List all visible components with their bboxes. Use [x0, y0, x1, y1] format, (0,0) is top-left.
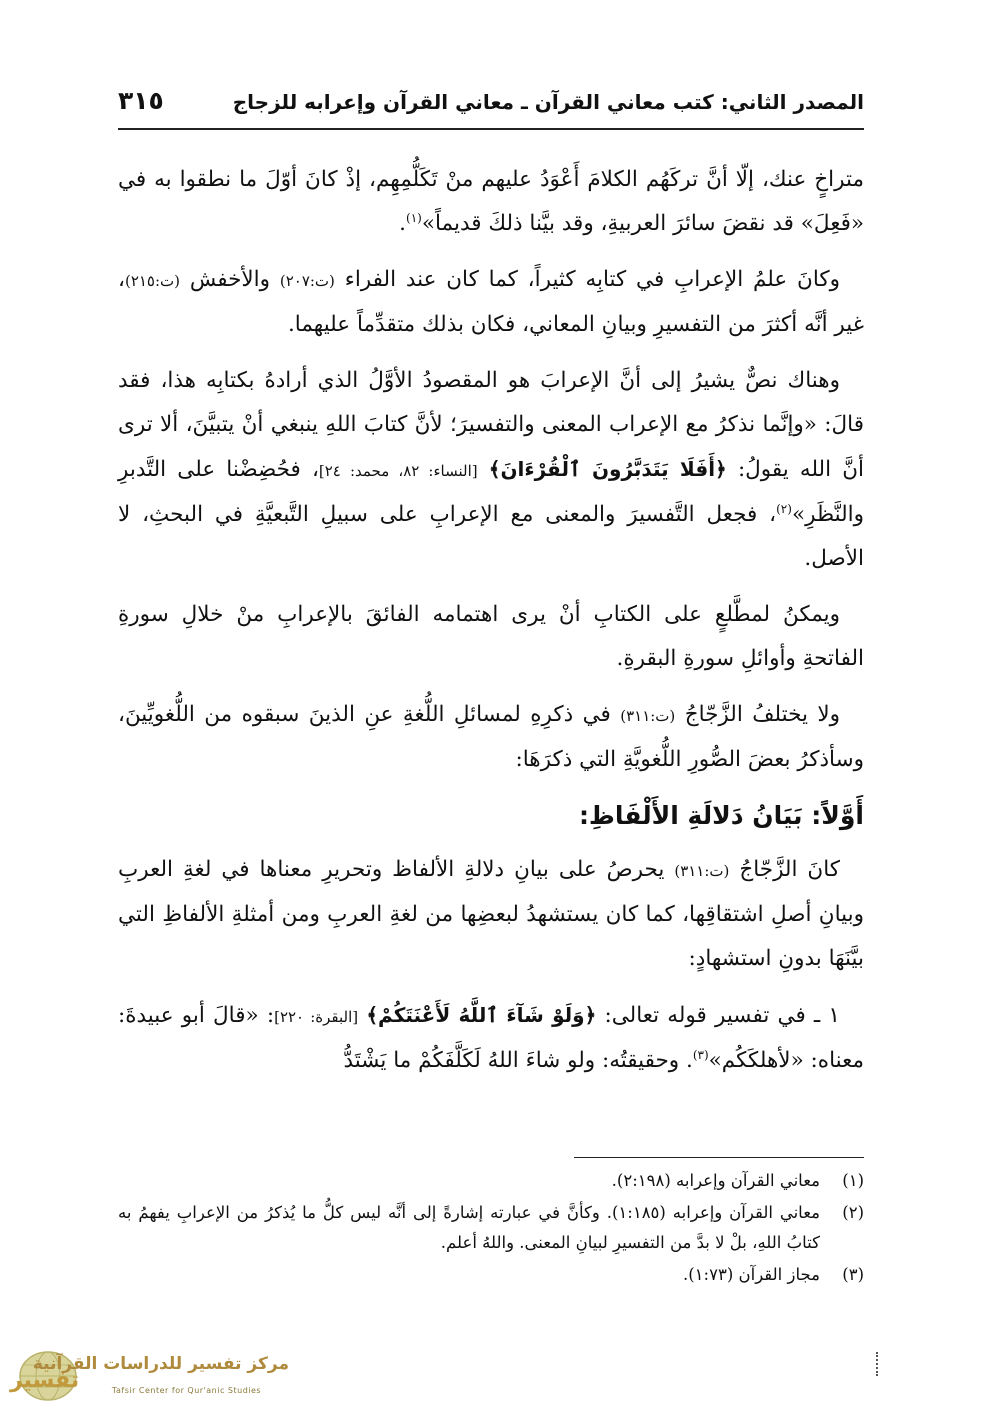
paragraph-3: وهناك نصٌّ يشيرُ إلى أنَّ الإعرابَ هو المقصودُ الأوَّلُ الذي أرادهُ بكتابِه هذا، فقد قالَ: «وإنَّما نذكرُ مع الإعراب المعنى والتفسيرَ؛ لأنَّ كتابَ اللهِ ينبغي أنْ يتبيَّنَ، ألا ترى أنَّ الله يقولُ: ﴿أَفَلَا يَتَدَبَّرُونَ ٱلْقُرْءَانَ﴾ [النساء: ٨٢، محمد: ٢٤]، فحُضِضْنا على التَّدبرِ والنَّظَرِ»$^{(٢)}$، فجعل التَّفسيرَ والمعنى مع الإعرابِ على سبيلِ التَّبعيَّةِ في البحثِ، لا الأصل.	[118, 368, 864, 571]
publisher-logo	[8, 1348, 298, 1408]
footnote-ref-1[interactable]: (١)	[406, 210, 422, 225]
footnote-number: (٣)	[842, 1265, 864, 1284]
paragraph-7: ١ ـ في تفسير قوله تعالى: ﴿وَلَوْ شَآءَ ٱللَّهُ لَأَعْنَتَكُمْ﴾ [البقرة: ٢٢٠]: «قالَ أبو عبيدةَ: معناه: «لأهلكَكُم»$^{(٣)}$. وحقيقتُه: ولو شاءَ اللهُ لَكَلَّفَكُمْ ما يَشْتَدُّ	[118, 1003, 864, 1073]
verse-reference: [النساء: ٨٢، محمد: ٢٤]	[318, 462, 478, 480]
section-heading: أَوَّلاً: بَيَانُ دَلالَةِ الأَلْفَاظِ:	[578, 801, 864, 830]
page-number: ٣١٥	[118, 86, 164, 115]
margin-mark	[876, 1352, 880, 1376]
paragraph-1: متراخٍ عنك، إلّا أنَّ تركَهُم الكلامَ أَعْوَدُ عليهم منْ تَكَلُّمِهِم، إذْ كانَ أوّلَ ما نطقوا به في «فَعِلَ» قد نقضَ سائرَ العربيةِ، وقد بيَّنا ذلكَ قديماً»$^{(١)}$.	[118, 167, 864, 236]
footnotes	[118, 1166, 864, 1292]
footnote-number: (٢)	[842, 1203, 864, 1222]
paragraph-5: ولا يختلفُ الزَّجّاجُ (ت:٣١١) في ذكرِهِ لمسائلِ اللُّغةِ عنِ الذينَ سبقوه من اللُّغويِّينَ، وسأذكرُ بعضَ الصُّورِ اللُّغويَّةِ التي ذكرَهَا:	[118, 702, 864, 772]
date-note: (ت:٢٠٧)	[279, 272, 335, 290]
quran-verse: ﴿وَلَوْ شَآءَ ٱللَّهُ لَأَعْنَتَكُمْ﴾	[366, 1003, 597, 1027]
verse-reference: [البقرة: ٢٢٠]	[274, 1008, 359, 1026]
paragraph-2: وكانَ علمُ الإعرابِ في كتابِه كثيراً، كما كان عند الفراء (ت:٢٠٧) والأخفش (ت:٢١٥)، غير أنَّه أكثرَ من التفسيرِ وبيانِ المعاني، فكان بذلك متقدِّماً عليهما.	[118, 267, 864, 337]
body-text	[118, 158, 864, 1095]
logo-word: تفسير	[10, 1368, 80, 1393]
footnote-ref-3[interactable]: (٣)	[692, 1047, 709, 1062]
running-header	[118, 84, 864, 130]
date-note: (ت:٣١١)	[620, 707, 676, 725]
footnote-text: معاني القرآن وإعرابه (١:١٨٥). وكأنَّ في عبارته إشارةً إلى أنَّه ليس كلُّ ما يُذكرُ من الإعرابِ يفهمُ به كتابُ اللهِ، بلْ لا بدَّ من التفسيرِ لبيانِ المعنى. واللهُ أعلم.	[118, 1203, 820, 1252]
logo-english-name: Tafsir Center for Qur'anic Studies	[111, 1386, 262, 1395]
footnote-text: معاني القرآن وإعرابه (٢:١٩٨).	[611, 1171, 820, 1190]
footnote-ref-2[interactable]: (٢)	[776, 501, 792, 516]
date-note: (ت:٣١١)	[674, 862, 730, 880]
header-title: المصدر الثاني: كتب معاني القرآن ـ معاني القرآن وإعرابه للزجاج	[232, 90, 864, 114]
paragraph-6: كانَ الزَّجّاجُ (ت:٣١١) يحرصُ على بيانِ دلالةِ الألفاظ وتحريرِ معناها في لغةِ العربِ وبيانِ أصلِ اشتقاقِها، كما كان يستشهدُ لبعضِها من لغةِ العربِ ومن أمثلةِ الألفاظِ التي بيَّنَهَا بدونِ استشهادٍ:	[118, 857, 864, 971]
logo-arabic-name: مركز تفسير للدراسات القرآنية	[32, 1354, 289, 1374]
footnote-2	[118, 1198, 864, 1258]
footnote-divider	[574, 1157, 864, 1158]
quran-verse: ﴿أَفَلَا يَتَدَبَّرُونَ ٱلْقُرْءَانَ﴾	[488, 457, 727, 481]
footnote-text: مجاز القرآن (١:٧٣).	[682, 1265, 820, 1284]
footnote-number: (١)	[842, 1171, 864, 1190]
footnote-3	[118, 1260, 864, 1290]
paragraph-4: ويمكنُ لمطَّلعٍ على الكتابِ أنْ يرى اهتمامه الفائقَ بالإعرابِ منْ خلالِ سورةِ الفاتحةِ وأوائلِ سورةِ البقرةِ.	[118, 602, 864, 671]
footnote-1	[118, 1166, 864, 1196]
date-note: (ت:٢١٥)	[124, 272, 181, 290]
